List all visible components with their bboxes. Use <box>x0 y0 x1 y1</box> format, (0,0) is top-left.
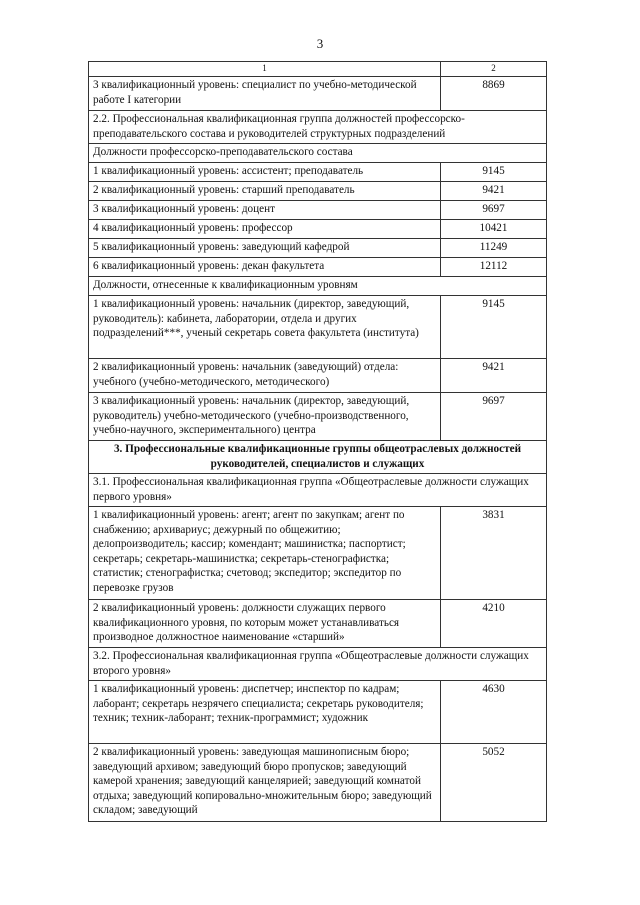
table-row <box>89 277 547 296</box>
table-row <box>89 239 547 258</box>
column-header-2: 2 <box>441 62 547 77</box>
salary-cell: 9421 <box>441 359 547 393</box>
table-row <box>89 258 547 277</box>
group-heading-cell: 3.2. Профессиональная квалификационная группа «Общеотраслевые должности служащих второго уровня» <box>89 648 547 681</box>
salary-cell: 4210 <box>441 600 547 648</box>
position-cell: 1 квалификационный уровень: агент; агент по закупкам; агент по снабжению; архивариус; дежурный по общежитию; делопроизводитель; кассир; комендант; машинистка; паспортист; секретарь; секретарь-машинистка; секретарь-стенографистка; статистик; стенографистка; счетовод; экспедитор; экспедитор по перевозке грузов <box>89 507 441 600</box>
subgroup-heading-cell: Должности профессорско-преподавательского состава <box>89 144 547 163</box>
salary-cell: 10421 <box>441 220 547 239</box>
salary-cell: 9145 <box>441 163 547 182</box>
salary-cell: 5052 <box>441 744 547 822</box>
salary-cell: 11249 <box>441 239 547 258</box>
position-cell: 6 квалификационный уровень: декан факультета <box>89 258 441 277</box>
table-row <box>89 507 547 600</box>
position-cell: 3 квалификационный уровень: доцент <box>89 201 441 220</box>
table-row <box>89 163 547 182</box>
table-header-row <box>89 62 547 77</box>
position-cell: 3 квалификационный уровень: специалист по учебно-методической работе I категории <box>89 77 441 111</box>
salary-cell: 9421 <box>441 182 547 201</box>
group-heading-cell: 2.2. Профессиональная квалификационная группа должностей профессорско-преподавательского состава и руководителей структурных подразделений <box>89 111 547 144</box>
salary-table <box>88 61 547 822</box>
salary-cell: 4630 <box>441 681 547 744</box>
table-row <box>89 220 547 239</box>
table-row <box>89 111 547 144</box>
position-cell: 5 квалификационный уровень: заведующий кафедрой <box>89 239 441 258</box>
page-number: 3 <box>316 36 324 51</box>
table-row <box>89 744 547 822</box>
position-cell: 1 квалификационный уровень: ассистент; преподаватель <box>89 163 441 182</box>
table-row <box>89 474 547 507</box>
section-heading-cell: 3. Профессиональные квалификационные группы общеотраслевых должностей руководителей, специалистов и служащих <box>89 441 547 474</box>
position-cell: 2 квалификационный уровень: должности служащих первого квалификационного уровня, по которым может устанавливаться производное должностное наименование «старший» <box>89 600 441 648</box>
table-row <box>89 296 547 359</box>
salary-cell: 9145 <box>441 296 547 359</box>
table-row <box>89 201 547 220</box>
table-row <box>89 359 547 393</box>
salary-cell: 8869 <box>441 77 547 111</box>
position-cell: 2 квалификационный уровень: старший преподаватель <box>89 182 441 201</box>
table-row <box>89 681 547 744</box>
salary-cell: 9697 <box>441 201 547 220</box>
position-cell: 4 квалификационный уровень: профессор <box>89 220 441 239</box>
table-row <box>89 77 547 111</box>
column-header-1: 1 <box>89 62 441 77</box>
table-row <box>89 441 547 474</box>
position-cell: 3 квалификационный уровень: начальник (директор, заведующий, руководитель) учебно-методического (учебно-производственного, учебно-научного, экспериментального) центра <box>89 393 441 441</box>
position-cell: 1 квалификационный уровень: диспетчер; инспектор по кадрам; лаборант; секретарь незрячего специалиста; секретарь руководителя; техник; техник-лаборант; техник-программист; художник <box>89 681 441 744</box>
table-row <box>89 648 547 681</box>
table-row <box>89 600 547 648</box>
subgroup-heading-cell: Должности, отнесенные к квалификационным уровням <box>89 277 547 296</box>
position-cell: 2 квалификационный уровень: начальник (заведующий) отдела: учебного (учебно-методического, методического) <box>89 359 441 393</box>
position-cell: 2 квалификационный уровень: заведующая машинописным бюро; заведующий архивом; заведующий бюро пропусков; заведующий камерой хранения; заведующий канцелярией; заведующий комнатой отдыха; заведующий копировально-множительным бюро; заведующий складом; заведующий <box>89 744 441 822</box>
salary-cell: 9697 <box>441 393 547 441</box>
salary-cell: 3831 <box>441 507 547 600</box>
position-cell: 1 квалификационный уровень: начальник (директор, заведующий, руководитель): кабинета, лаборатории, отдела и других подразделений***, ученый секретарь совета факультета (института) <box>89 296 441 359</box>
table-row <box>89 393 547 441</box>
group-heading-cell: 3.1. Профессиональная квалификационная группа «Общеотраслевые должности служащих первого уровня» <box>89 474 547 507</box>
salary-cell: 12112 <box>441 258 547 277</box>
table-row <box>89 182 547 201</box>
table-row <box>89 144 547 163</box>
